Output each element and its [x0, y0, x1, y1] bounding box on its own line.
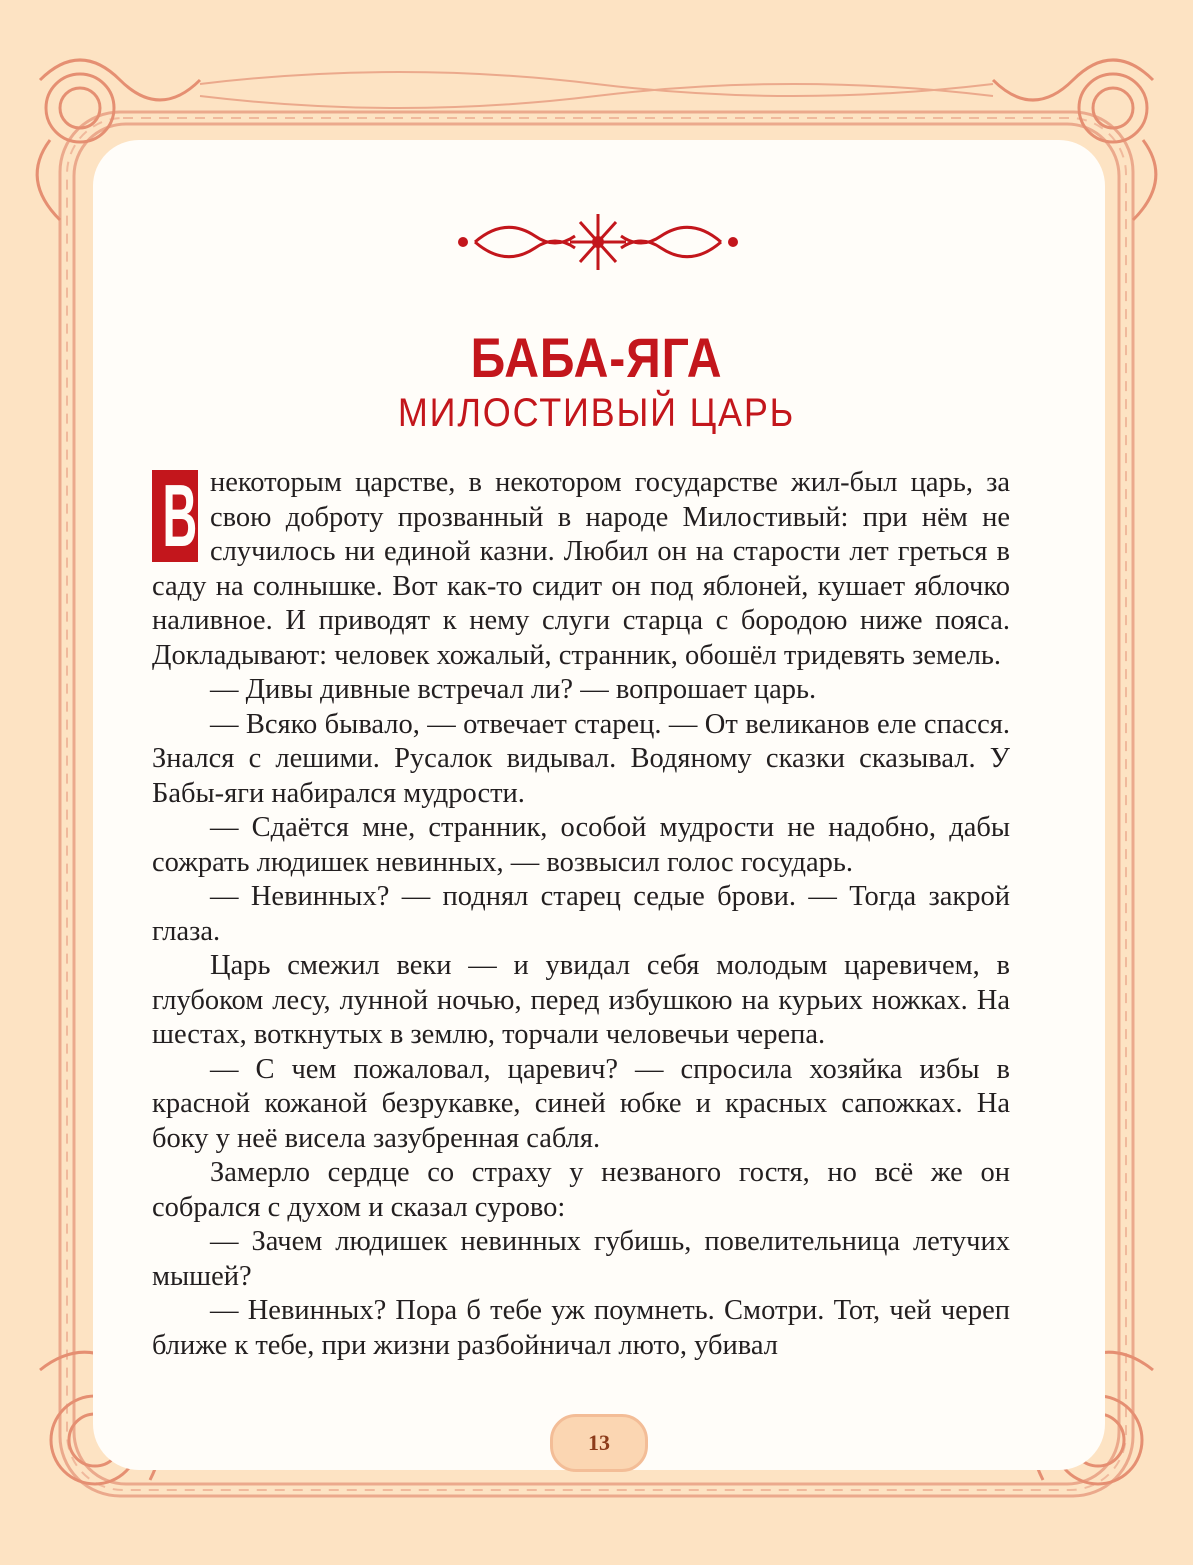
- story-body: [152, 466, 1010, 1363]
- page-number: 13: [550, 1414, 648, 1472]
- story-subtitle: МИЛОСТИВЫЙ ЦАРЬ: [397, 391, 796, 435]
- paragraph: Замерло сердце со страху у незваного гостя, но всё же он собрался с духом и сказал сурово:: [152, 1157, 1010, 1223]
- paragraph: — Всяко бывало, — отвечает старец. — От великанов еле спасся. Знался с лешими. Русалок видывал. Водяному сказки сказывал. У Бабы-яги набирался мудрости.: [152, 708, 1010, 809]
- story-title: БАБА-ЯГА: [470, 326, 723, 389]
- drop-cap: В: [152, 470, 198, 562]
- paragraph: — Невинных? Пора б тебе уж поумнеть. Смотри. Тот, чей череп ближе к тебе, при жизни разбойничал люто, убивал: [152, 1295, 1010, 1361]
- title-ornament: [455, 206, 741, 278]
- paragraph: — Невинных? — поднял старец седые брови. — Тогда закрой глаза.: [152, 881, 1010, 947]
- paragraph: — Сдаётся мне, странник, особой мудрости не надобно, дабы сожрать людишек невинных, — возвысил голос государь.: [152, 812, 1010, 878]
- paragraph: Царь смежил веки — и увидал себя молодым царевичем, в глубоком лесу, лунной ночью, перед избушкою на курьих ножках. На шестах, воткнутых в землю, торчали человечьи черепа.: [152, 950, 1010, 1050]
- paragraph: — Дивы дивные встречал ли? — вопрошает царь.: [210, 674, 817, 705]
- paragraph: В некоторым царстве, в некотором государстве жил-был царь, за свою доброту прозванный в народе Милостивый: при нём не случилось ни единой казни. Любил он на старости лет греться в саду на солнышке. Вот как-то сидит он под яблоней, кушает яблочко наливное. И приводят к нему слуги старца с бородою ниже пояса. Докладывают: человек хожалый, странник, обошёл тридевять земель.: [152, 466, 1010, 671]
- paragraph: — Зачем людишек невинных губишь, повелительница летучих мышей?: [152, 1226, 1010, 1292]
- paragraph: — С чем пожаловал, царевич? — спросила хозяйка избы в красной кожаной безрукавке, синей юбке и красных сапожках. На боку у неё висела зазубренная сабля.: [152, 1053, 1010, 1154]
